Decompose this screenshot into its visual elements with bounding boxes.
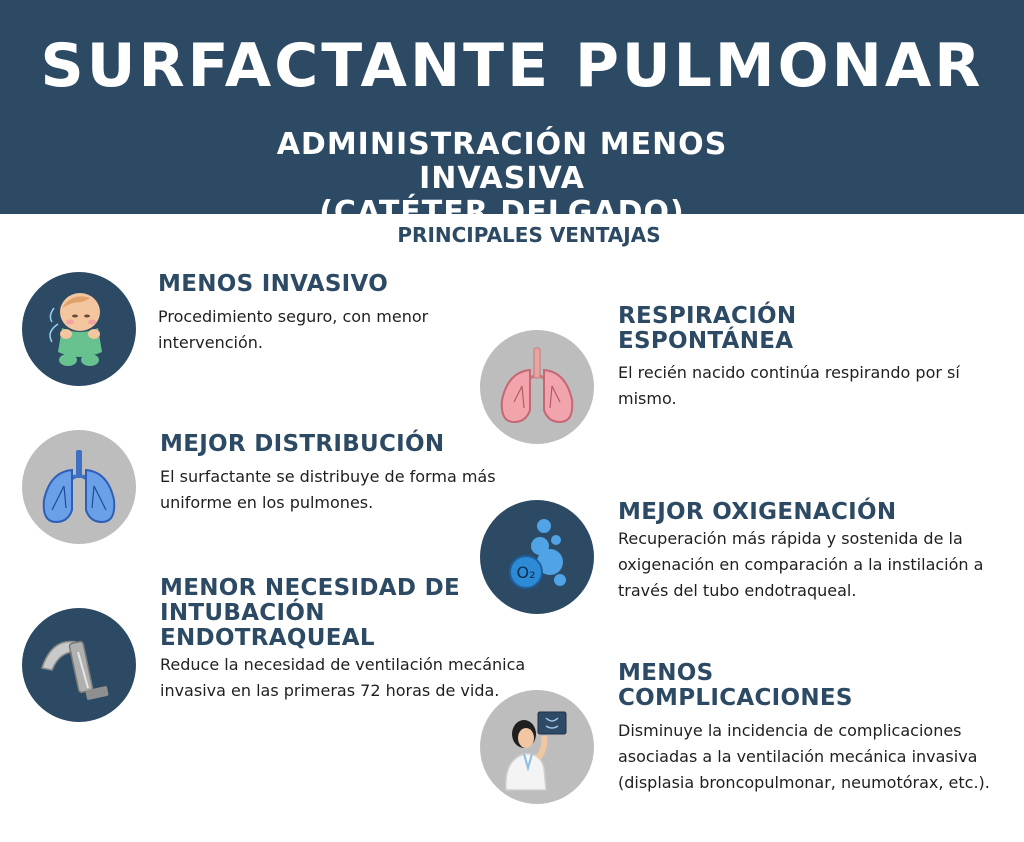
title-line: MENOR NECESIDAD DE	[160, 575, 460, 601]
title-line: ENDOTRAQUEAL	[160, 625, 375, 651]
item-text-respiracion: El recién nacido continúa respirando por sí mismo.	[618, 363, 960, 408]
doctor-xray-icon	[480, 690, 594, 804]
title-line: MENOS	[618, 660, 714, 686]
item-text-menor-necesidad: Reduce la necesidad de ventilación mecánica invasiva en las primeras 72 horas de vida.	[160, 655, 526, 700]
subtitle-line-1: ADMINISTRACIÓN MENOS INVASIVA	[276, 127, 728, 196]
item-title-menor-necesidad	[160, 576, 460, 651]
item-text-menos-invasivo: Procedimiento seguro, con menor intervención.	[158, 307, 429, 352]
laryngoscope-icon	[22, 608, 136, 722]
item-title-mejor-distribucion: MEJOR DISTRIBUCIÓN	[160, 431, 445, 457]
item-title-menos-complicaciones	[618, 661, 853, 711]
item-text-mejor-oxigenacion: Recuperación más rápida y sostenida de la oxigenación en comparación a la instilación a través del tubo endotraqueal.	[618, 529, 984, 600]
title-line: RESPIRACIÓN	[618, 303, 797, 329]
lungs-blue-icon	[22, 430, 136, 544]
header-banner	[0, 0, 1024, 230]
baby-icon	[22, 272, 136, 386]
title-line: ESPONTÁNEA	[618, 328, 794, 354]
item-text-mejor-distribucion: El surfactante se distribuye de forma más uniforme en los pulmones.	[160, 467, 496, 512]
item-text-menos-complicaciones: Disminuye la incidencia de complicaciones asociadas a la ventilación mecánica invasiva (displasia broncopulmonar, neumotórax, etc.).	[618, 721, 990, 792]
subtitle-line-2: (CATÉTER DELGADO)	[319, 195, 685, 230]
item-title-respiracion	[618, 304, 796, 354]
o2-label: O₂	[516, 563, 536, 582]
section-title: PRINCIPALES VENTAJAS	[397, 223, 661, 247]
page-subtitle	[200, 128, 804, 230]
item-title-mejor-oxigenacion: MEJOR OXIGENACIÓN	[618, 499, 897, 525]
item-title-menos-invasivo: MENOS INVASIVO	[158, 271, 389, 297]
title-line: COMPLICACIONES	[618, 685, 853, 711]
page-title: SURFACTANTE PULMONAR	[40, 31, 984, 101]
oxygen-icon	[480, 500, 594, 614]
title-line: INTUBACIÓN	[160, 600, 325, 626]
lungs-pink-icon	[480, 330, 594, 444]
